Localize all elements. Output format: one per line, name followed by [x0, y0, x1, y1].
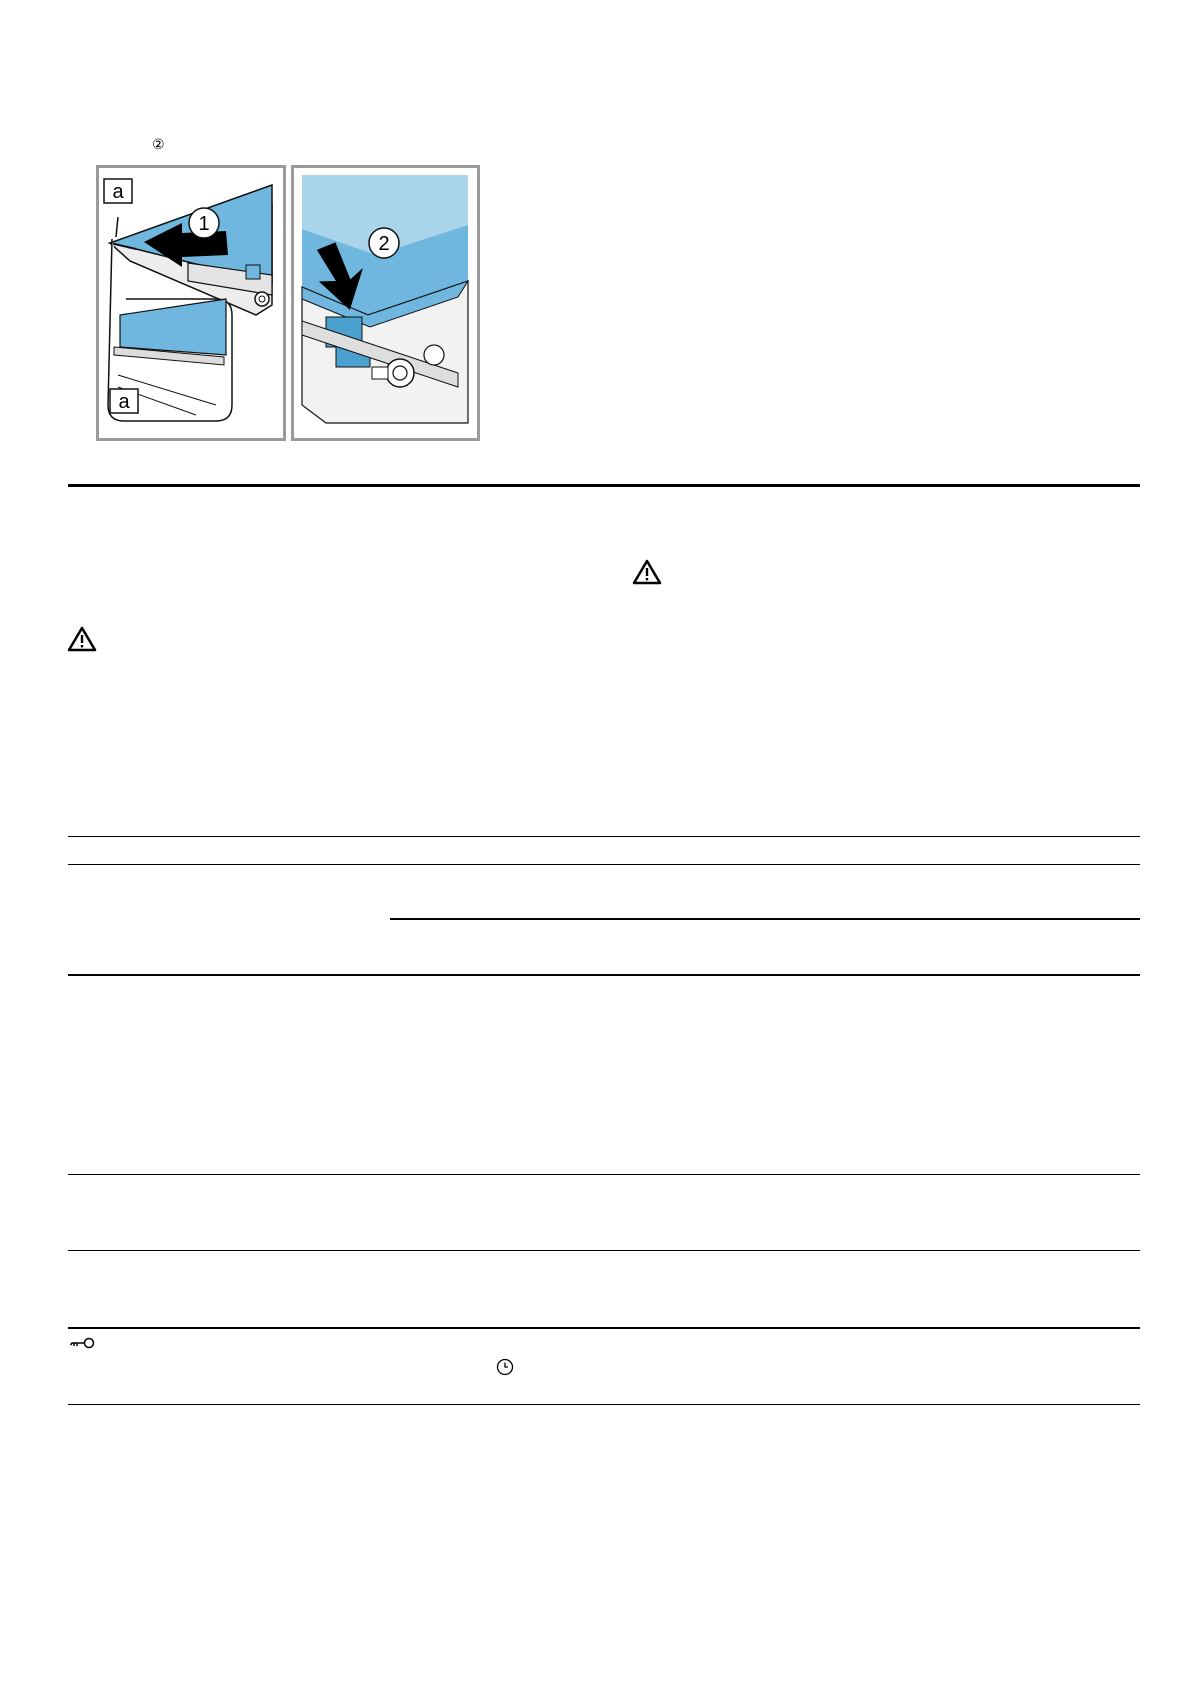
- step-marker: ②: [152, 136, 165, 152]
- key-icon: [69, 1336, 95, 1350]
- table-rule-top: [68, 836, 1140, 837]
- table-row-rule-3: [68, 1250, 1140, 1251]
- section-divider: [68, 484, 1140, 487]
- table-row-rule-4: [68, 1327, 1140, 1329]
- callout-label-a-top: a: [112, 181, 124, 203]
- table-sub-rule: [390, 918, 1140, 920]
- table-rule-bottom: [68, 1404, 1140, 1405]
- clock-icon: [496, 1358, 514, 1376]
- step-number-2: 2: [378, 233, 390, 255]
- illustration-panel-step-1: [98, 167, 285, 440]
- warning-icon: [632, 559, 662, 585]
- warning-icon: [67, 626, 97, 652]
- step-number-1: 1: [198, 213, 210, 235]
- table-header-rule: [68, 864, 1140, 865]
- table-row-rule-2: [68, 1174, 1140, 1175]
- callout-label-a-bottom: a: [118, 391, 130, 413]
- illustration-panel-step-2: [293, 167, 479, 440]
- glass-panel-installation-illustration: [96, 165, 480, 442]
- table-row-rule-1: [68, 974, 1140, 976]
